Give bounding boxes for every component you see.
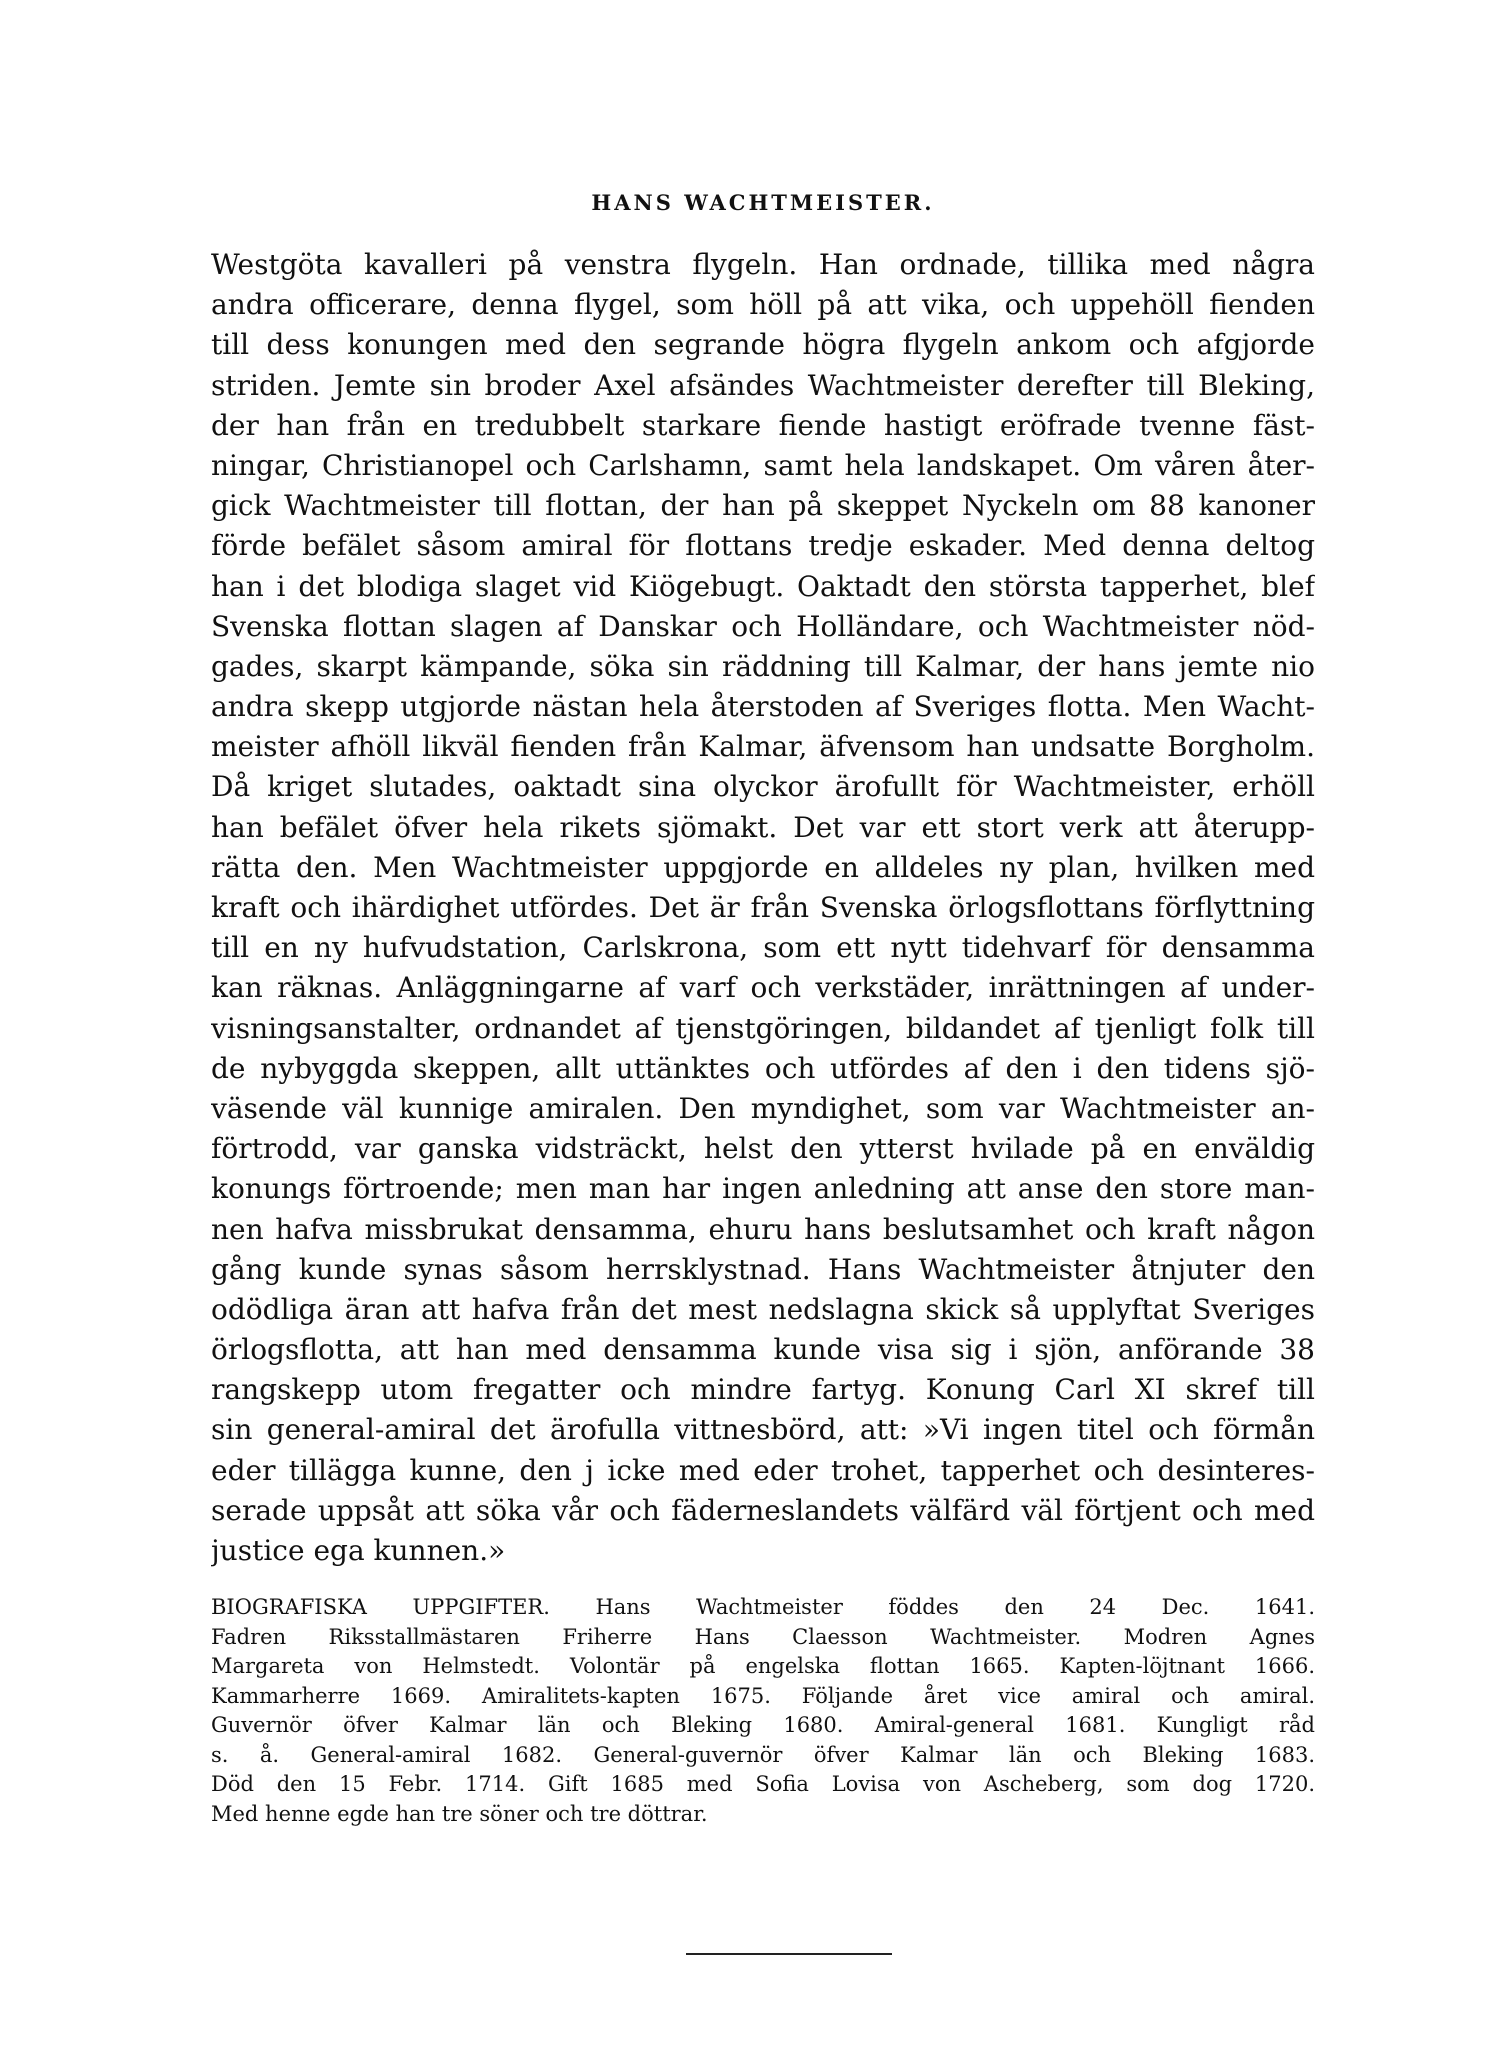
text-line: örlogsflotta, att han med densamma kunde visa sig i sjön, anförande 38: [211, 1333, 1315, 1367]
text-line: striden. Jemte sin broder Axel afsändes Wachtmeister derefter till Bleking,: [211, 368, 1315, 402]
text-line: serade uppsåt att söka vår och fäderneslandets välfärd väl förtjent och med: [211, 1493, 1315, 1527]
text-line: han befälet öfver hela rikets sjömakt. Det var ett stort verk att återupp-: [211, 810, 1315, 844]
note-line: s. å. General-amiral 1682. General-guvernör öfver Kalmar län och Bleking 1683.: [211, 1742, 1315, 1767]
section-divider: [686, 1953, 892, 1955]
text-line: konungs förtroende; men man har ingen anledning att anse den store man-: [211, 1172, 1315, 1206]
text-line: rangskepp utom fregatter och mindre fartyg. Konung Carl XI skref till: [211, 1373, 1315, 1407]
text-line: justice ega kunnen.»: [211, 1534, 506, 1567]
text-line: förde befälet såsom amiral för flottans tredje eskader. Med denna deltog: [211, 529, 1315, 563]
text-line: gång kunde synas såsom herrsklystnad. Hans Wachtmeister åtnjuter den: [211, 1252, 1315, 1286]
note-line: Margareta von Helmstedt. Volontär på engelska flottan 1665. Kapten-löjtnant 1666.: [211, 1654, 1315, 1679]
note-line: Fadren Riksstallmästaren Friherre Hans Claesson Wachtmeister. Modren Agnes: [211, 1624, 1315, 1649]
text-line: Westgöta kavalleri på venstra flygeln. Han ordnade, tillika med några: [211, 248, 1315, 281]
text-line: kan räknas. Anläggningarne af varf och verkstäder, inrättningen af under-: [211, 971, 1315, 1005]
text-line: odödliga äran att hafva från det mest nedslagna skick så upplyftat Sveriges: [211, 1292, 1315, 1326]
text-line: Svenska flottan slagen af Danskar och Holländare, och Wachtmeister nöd-: [211, 609, 1315, 643]
text-line: kraft och ihärdighet utfördes. Det är från Svenska örlogsflottans förflyttning: [211, 891, 1315, 924]
note-line: Kammarherre 1669. Amiralitets-kapten 1675. Följande året vice amiral och amiral.: [211, 1683, 1315, 1708]
note-line: BIOGRAFISKA UPPGIFTER. Hans Wachtmeister föddes den 24 Dec. 1641.: [211, 1595, 1315, 1620]
text-line: ningar, Christianopel och Carlshamn, samt hela landskapet. Om våren åter-: [211, 448, 1315, 482]
text-line: väsende väl kunnige amiralen. Den myndighet, som var Wachtmeister an-: [211, 1091, 1315, 1125]
text-line: Då kriget slutades, oaktadt sina olyckor ärofullt för Wachtmeister, erhöll: [211, 770, 1315, 804]
note-line: Guvernör öfver Kalmar län och Bleking 1680. Amiral-general 1681. Kungligt råd: [211, 1713, 1315, 1738]
text-line: han i det blodiga slaget vid Kiögebugt. Oaktadt den största tapperhet, blef: [211, 569, 1315, 603]
text-line: eder tillägga kunne, den j icke med eder trohet, tapperhet och desinteres-: [211, 1453, 1315, 1487]
text-line: andra officerare, denna flygel, som höll på att vika, och uppehöll fienden: [211, 288, 1315, 322]
text-line: andra skepp utgjorde nästan hela återstoden af Sveriges flotta. Men Wacht-: [211, 690, 1315, 724]
running-head: HANS WACHTMEISTER.: [591, 190, 935, 215]
text-line: rätta den. Men Wachtmeister uppgjorde en alldeles ny plan, hvilken med: [211, 850, 1315, 884]
text-line: nen hafva missbrukat densamma, ehuru hans beslutsamhet och kraft någon: [211, 1212, 1315, 1246]
page-content: [211, 190, 1315, 1829]
text-line: till dess konungen med den segrande högra flygeln ankom och afgjorde: [211, 328, 1315, 362]
biographical-notes: [211, 1593, 1315, 1829]
note-line: Med henne egde han tre söner och tre döttrar.: [211, 1801, 708, 1826]
text-line: förtrodd, var ganska vidsträckt, helst den ytterst hvilade på en enväldig: [211, 1132, 1315, 1166]
text-line: gades, skarpt kämpande, söka sin räddning till Kalmar, der hans jemte nio: [211, 649, 1315, 683]
text-line: sin general-amiral det ärofulla vittnesbörd, att: »Vi ingen titel och förmån: [211, 1413, 1315, 1447]
text-line: visningsanstalter, ordnandet af tjenstgöringen, bildandet af tjenligt folk till: [211, 1011, 1315, 1045]
text-line: meister afhöll likväl fienden från Kalmar, äfvensom han undsatte Borgholm.: [211, 730, 1315, 764]
text-line: der han från en tredubbelt starkare fiende hastigt eröfrade tvenne fäst-: [211, 408, 1315, 442]
note-line: Död den 15 Febr. 1714. Gift 1685 med Sofia Lovisa von Ascheberg, som dog 1720.: [211, 1772, 1315, 1797]
text-line: till en ny hufvudstation, Carlskrona, som ett nytt tidehvarf för densamma: [211, 931, 1315, 965]
main-text: [211, 245, 1315, 1571]
text-line: gick Wachtmeister till flottan, der han på skeppet Nyckeln om 88 kanoner: [211, 489, 1315, 523]
text-line: de nybyggda skeppen, allt uttänktes och utfördes af den i den tidens sjö-: [211, 1051, 1315, 1085]
